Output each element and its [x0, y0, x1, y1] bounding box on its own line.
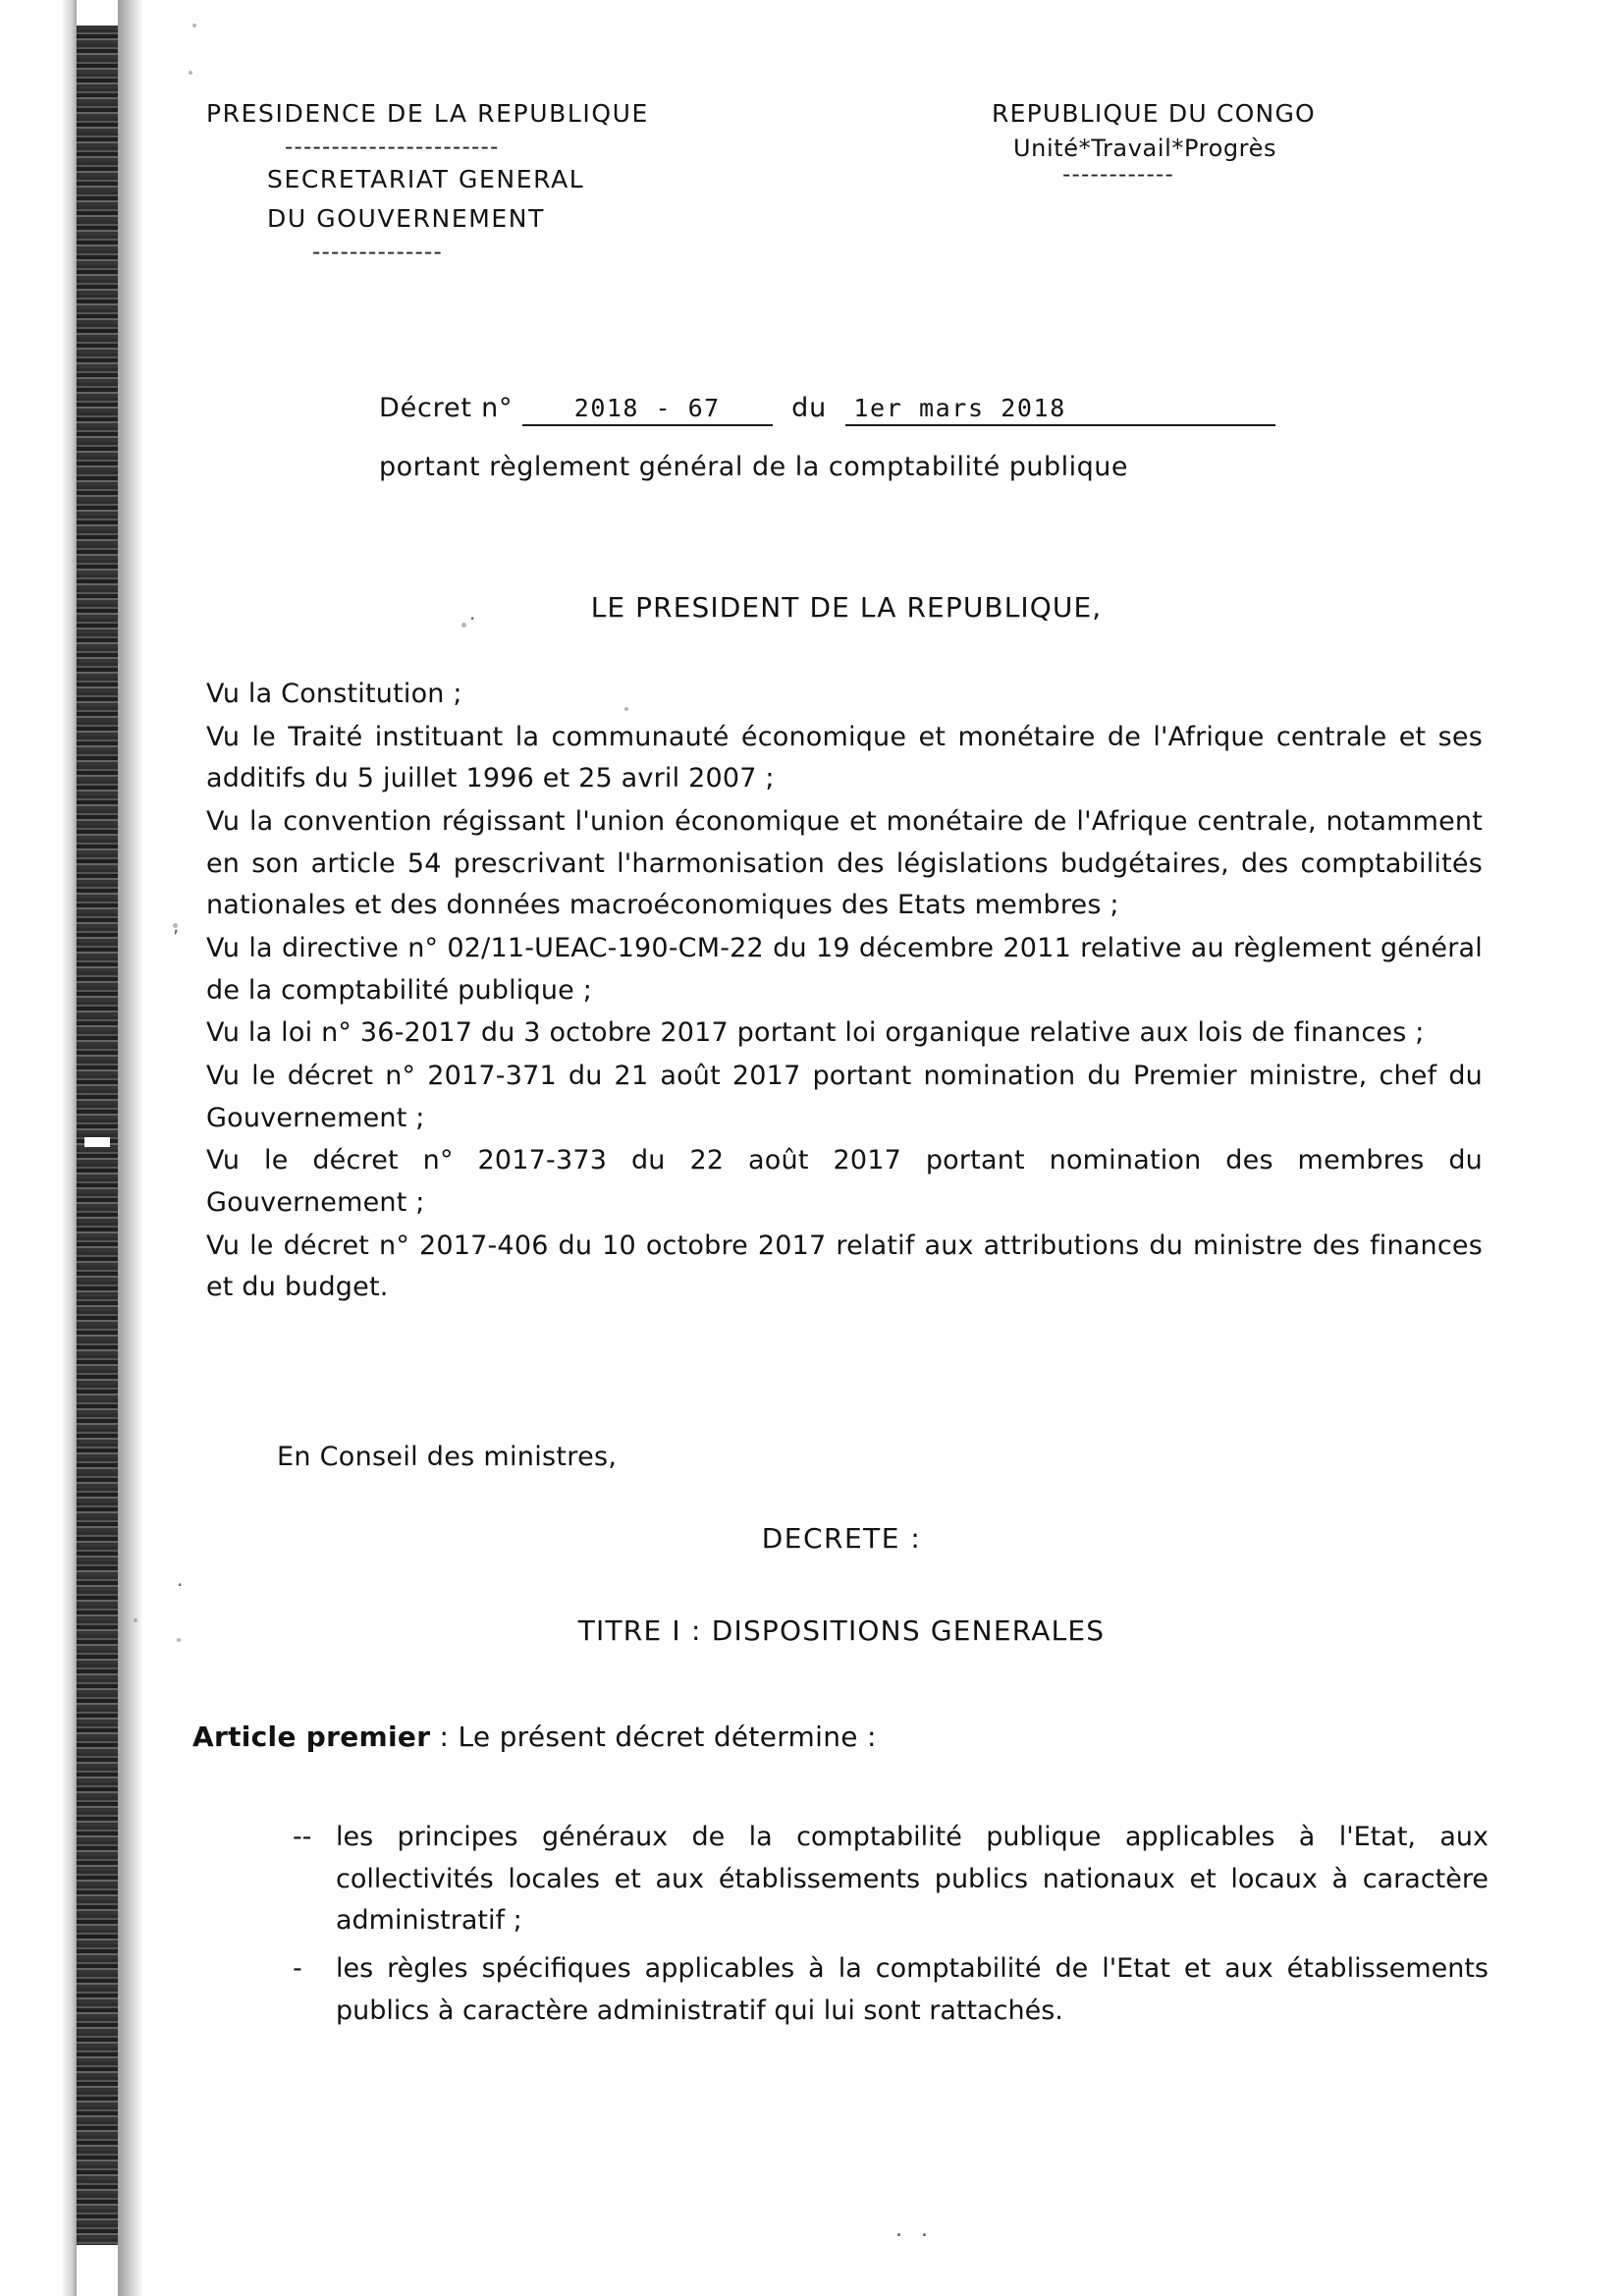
stray-pen-mark: , — [173, 913, 180, 937]
bullet-dash-icon: - — [293, 1952, 302, 1984]
header-right-block — [992, 94, 1502, 188]
decree-number-row — [379, 393, 1459, 426]
consideration-item: Vu la loi n° 36-2017 du 3 octobre 2017 portant loi organique relative aux lois de finances ; — [206, 1017, 1425, 1049]
header-motto-line: Unité*Travail*Progrès — [1013, 134, 1277, 162]
header-presidency-line: PRESIDENCE DE LA REPUBLIQUE — [206, 99, 649, 128]
consideration-item: Vu la Constitution ; — [206, 679, 462, 709]
list-item-text: les règles spécifiques applicables à la comptabilité de l'Etat et aux établissements publics à caractère administratif qui lui sont rattachés. — [336, 1952, 1489, 2026]
header-left-block — [206, 94, 756, 265]
article-premier-text: : Le présent décret détermine : — [430, 1721, 877, 1753]
decree-subject: portant règlement général de la comptabilité publique — [379, 452, 1129, 482]
header-republic-line: REPUBLIQUE DU CONGO — [992, 99, 1316, 128]
council-line: En Conseil des ministres, — [277, 1442, 618, 1472]
article-premier-label: Article premier — [192, 1721, 431, 1753]
president-title: LE PRESIDENT DE LA REPUBLIQUE, — [590, 591, 1103, 624]
list-item — [281, 1948, 1489, 2032]
consideration-item: Vu la convention régissant l'union économique et monétaire de l'Afrique centrale, notamment en son article 54 prescrivant l'harmonisation des législations budgétaires, des comptabilités nationales et des données macroéconomiques des Etats membres ; — [206, 805, 1483, 921]
decree-date-value: 1er mars 2018 — [845, 394, 1275, 426]
article-premier-line — [192, 1721, 877, 1753]
consideration-item: Vu le décret n° 2017-371 du 21 août 2017 portant nomination du Premier ministre, chef du Gouvernement ; — [206, 1060, 1483, 1133]
header-left-divider-1: ----------------------- — [285, 134, 500, 160]
section-title-one: TITRE I : DISPOSITIONS GENERALES — [577, 1614, 1106, 1647]
stray-pen-mark: . — [177, 1567, 184, 1591]
considerations-block — [206, 674, 1483, 1310]
consideration-item: Vu la directive n° 02/11-UEAC-190-CM-22 du 19 décembre 2011 relative au règlement général de la comptabilité publique ; — [206, 932, 1483, 1006]
stray-pen-mark: . — [469, 601, 476, 625]
article-premier-items — [281, 1817, 1489, 2038]
consideration-item: Vu le décret n° 2017-406 du 10 octobre 2017 relatif aux attributions du ministre des finances et du budget. — [206, 1230, 1483, 1303]
consideration-item: Vu le Traité instituant la communauté économique et monétaire de l'Afrique centrale et ses additifs du 5 juillet 1996 et 25 avril 2007 ; — [206, 721, 1483, 794]
decrete-heading: DECRETE : — [761, 1522, 922, 1555]
bullet-dash-icon: -- — [293, 1822, 312, 1852]
decree-du-label: du — [791, 393, 827, 423]
header-right-divider: ------------ — [1062, 161, 1174, 188]
list-item-text: les principes généraux de la comptabilité publique applicables à l'Etat, aux collectivités locales et aux établissements publics nationaux et locaux à caractère administratif ; — [336, 1822, 1489, 1937]
consideration-item: Vu le décret n° 2017-373 du 22 août 2017 portant nomination des membres du Gouvernement ; — [206, 1145, 1483, 1218]
footer-marks: . . — [895, 2217, 934, 2242]
header-left-divider-2: -------------- — [312, 239, 443, 265]
header-secretariat-line: SECRETARIAT GENERAL — [267, 164, 585, 193]
header-government-line: DU GOUVERNEMENT — [267, 204, 545, 233]
decree-number-value: 2018 - 67 — [522, 394, 773, 426]
decree-label: Décret n° — [379, 393, 514, 423]
list-item — [281, 1817, 1489, 1942]
